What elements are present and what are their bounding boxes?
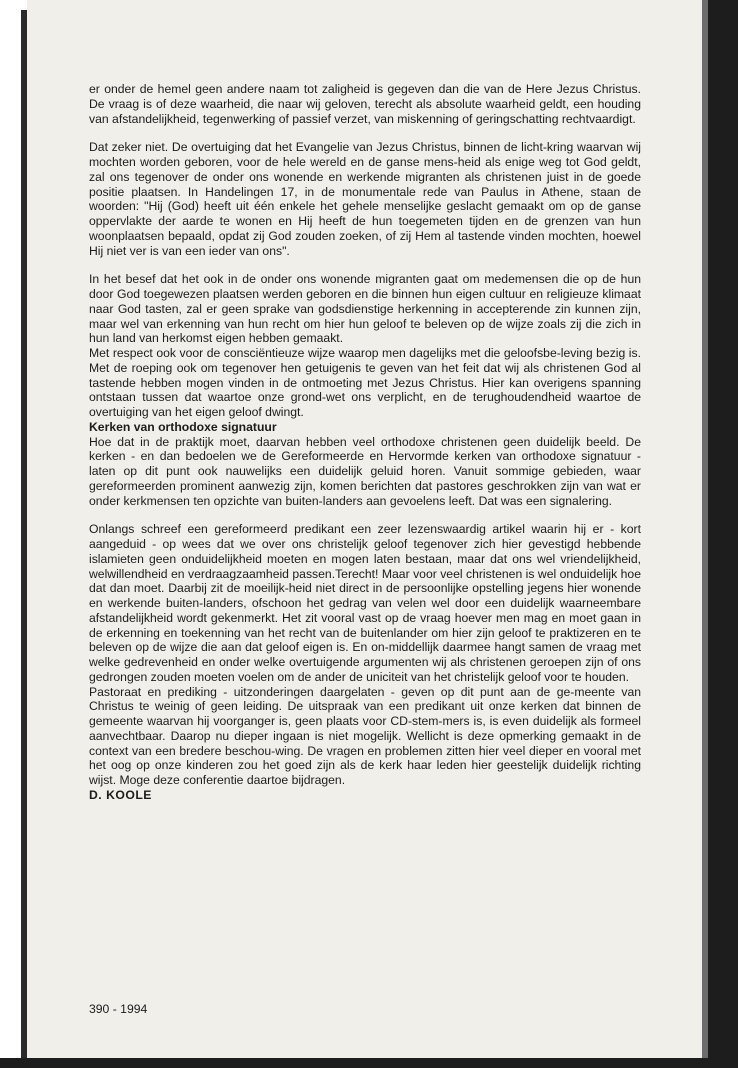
section-heading: Kerken van orthodoxe signatuur — [89, 419, 277, 434]
paragraph: Pastoraat en prediking - uitzonderingen daargelaten - geven op dit punt aan de ge-meente van Christus te weinig of geen leiding. De uitspraak van een predikant uit onze kerken dat binnen de gemeente waarvan hij voorganger is, geen plaats voor CD-stem-mers is, is even duidelijk als formeel aanvechtbaar. Daarop nu dieper ingaan is niet mogelijk. Wellicht is deze opmerking gemaakt in de context van een bredere beschou-wing. De vragen en problemen zitten hier veel dieper en vooral met het oog op onze kinderen zou het goed zijn als de kerk haar leden hier geestelijk duidelijk richting wijst. Moge deze conferentie daartoe bijdragen. — [89, 684, 641, 787]
paragraph: Met respect ook voor de consciëntieuze wijze waarop men dagelijks met die geloofsbe-leving bezig is. Met de roeping ook om tegenover hen getuigenis te geven van het feit dat wij als christenen God al tastende hebben mogen vinden in de ontmoeting met Jezus Christus. Hier kan overigens spanning ontstaan tussen dat waartoe onze grond-wet ons verplicht, en de terughoudendheid waartoe de overtuiging van het eigen geloof dwingt. — [89, 346, 641, 419]
paragraph: Dat zeker niet. De overtuiging dat het Evangelie van Jezus Christus, binnen de licht-kring waarvan wij mochten worden geboren, voor de hele wereld en de ganse mens-heid als enige weg tot God geldt, zal ons tegenover de onder ons wonende en werkende migranten als christenen juist in de goede positie plaatsen. In Handelingen 17, in de monumentale rede van Paulus in Athene, staan de woorden: "Hij (God) heeft uit één enkele het gehele menselijke geslacht gemaakt om op de ganse oppervlakte der aarde te wonen en Hij heeft de hun toegemeten tijden en de grenzen van hun woonplaatsen bepaald, opdat zij God zouden zoeken, of zij Hem al tastende vinden mochten, hoewel Hij niet ver is van een ieder van ons". — [89, 140, 641, 258]
article-body — [89, 82, 641, 803]
scan-border-bottom — [0, 1058, 738, 1068]
scan-border-right — [702, 0, 738, 1068]
author-signature: D. KOOLE — [89, 787, 152, 802]
paragraph: Onlangs schreef een gereformeerd predikant een zeer lezenswaardig artikel waarin hij er - kort aangeduid - op wees dat we over ons christelijk geloof tegenover zich hier gevestigd hebbende islamieten geen onduidelijkheid moeten en mogen laten bestaan, maar dat ons wel vriendelijkheid, welwillendheid en verdraagzaamheid passen.Terecht! Maar voor veel christenen is wel onduidelijk hoe dat dan moet. Daarbij zit de moeilijk-heid niet direct in de persoonlijke opstelling jegens hier wonende en werkende buiten-landers, ofschoon het gedrag van velen wel door een duidelijk waarneembare afstandelijkheid wordt gekenmerkt. Het zit vooral vast op de vraag hoever men mag en moet gaan in de erkenning en toekenning van het recht van de buitenlander om hier zijn geloof te praktizeren en te beleven op de wijze die aan dat geloof eigen is. En on-middellijk daarmee hangt samen de vraag met welke gedrevenheid en onder welke overtuigende argumenten wij als christenen geroepen zijn of ons gedrongen zouden moeten voelen om de ander de uniciteit van het christelijk geloof voor te houden. — [89, 522, 641, 684]
page-footer: 390 - 1994 — [89, 1002, 148, 1016]
paragraph: er onder de hemel geen andere naam tot zaligheid is gegeven dan die van de Here Jezus Christus. De vraag is of deze waarheid, die naar wij geloven, terecht als absolute waarheid geldt, een houding van afstandelijkheid, tegenwerking of passief verzet, van miskenning of geringschatting rechtvaardigt. — [89, 82, 641, 126]
paragraph: In het besef dat het ook in de onder ons wonende migranten gaat om medemensen die op de hun door God toegewezen plaatsen werden geboren en die binnen hun eigen cultuur en religieuze klimaat naar God tasten, zal er geen sprake van godsdienstige herkenning in accepterende zin kunnen zijn, maar wel van erkenning van hun recht om hier hun geloof te beleven op de wijze zoals zij die zich in hun land van herkomst eigen hebben gemaakt. — [89, 272, 641, 346]
scan-border-left — [21, 10, 27, 1058]
paragraph: Hoe dat in de praktijk moet, daarvan hebben veel orthodoxe christenen geen duidelijk beeld. De kerken - en dan bedoelen we de Gereformeerde en Hervormde kerken van orthodoxe signatuur - laten op dit punt ook nauwelijks een duidelijk geluid horen. Vanuit sommige gebieden, waar gereformeerden prominent aanwezig zijn, komen berichten dat pastores geschrokken zijn van wat er onder kerkmensen ten opzichte van buiten-landers aan gevoelens leeft. Dat was een signalering. — [89, 434, 641, 508]
